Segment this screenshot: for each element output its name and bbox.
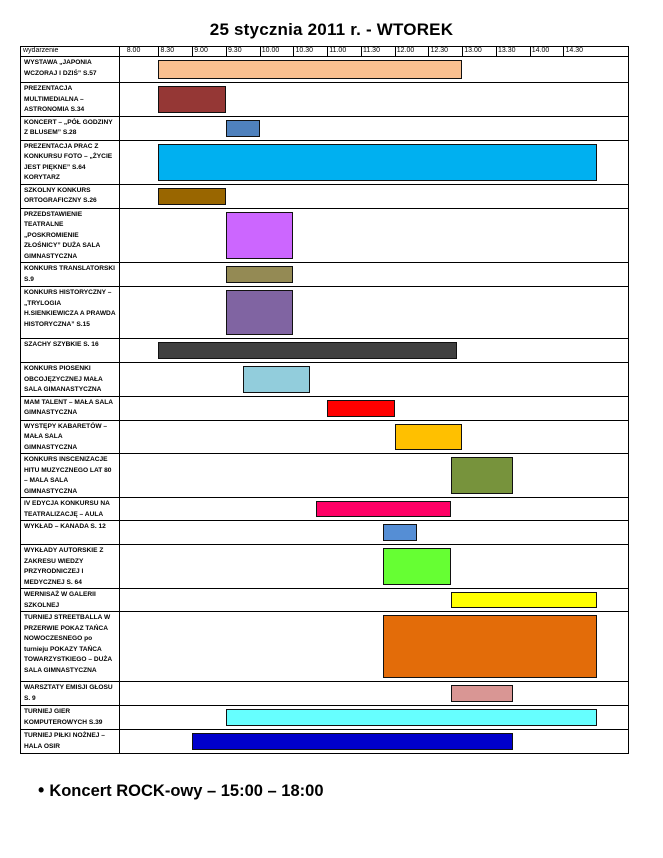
event-time-bar <box>158 188 226 205</box>
event-time-bar <box>451 457 513 494</box>
time-divider <box>496 47 497 56</box>
time-label: 12.00 <box>396 47 415 54</box>
event-row <box>21 454 629 498</box>
footer-note <box>38 780 324 801</box>
event-row <box>21 498 629 521</box>
event-row <box>21 682 629 706</box>
event-timeline <box>120 83 629 117</box>
event-label: PREZENTACJA PRAC Z KONKURSU FOTO – „ŻYCIE JEST PIĘKNE” S.64 KORYTARZ <box>21 140 120 184</box>
event-label: KONKURS TRANSLATORSKI S.9 <box>21 263 120 287</box>
event-timeline <box>120 263 629 287</box>
time-divider <box>293 47 294 56</box>
schedule-table-2 <box>20 453 628 754</box>
time-label: 13.30 <box>497 47 516 54</box>
event-label: KONKURS INSCENIZACJE HITU MUZYCZNEGO LAT 80 – MALA SALA GIMNASTYCZNA <box>21 454 120 498</box>
event-label: TURNIEJ GIER KOMPUTEROWYCH S.39 <box>21 706 120 730</box>
event-timeline <box>120 208 629 263</box>
page-title: 25 stycznia 2011 r. - WTOREK <box>209 20 454 39</box>
time-divider <box>327 47 328 56</box>
time-divider <box>260 47 261 56</box>
time-label: 11.00 <box>329 47 347 54</box>
event-timeline <box>120 612 629 682</box>
event-label: KONKURS HISTORYCZNY – „TRYLOGIA H.SIENKIEWICZA A PRAWDA HISTORYCZNA” S.15 <box>21 287 120 339</box>
footer-text: Koncert ROCK-owy – 15:00 – 18:00 <box>49 782 324 800</box>
event-timeline <box>120 339 629 363</box>
event-row <box>21 140 629 184</box>
event-timeline <box>120 396 629 420</box>
event-time-bar <box>226 120 260 137</box>
event-label: WARSZTATY EMISJI GŁOSU S. 9 <box>21 682 120 706</box>
time-divider <box>192 47 193 56</box>
event-time-bar <box>158 144 597 181</box>
time-divider <box>563 47 564 56</box>
event-row <box>21 396 629 420</box>
time-label: 13.00 <box>464 47 482 54</box>
event-label: KONKURS PIOSENKI OBCOJĘZYCZNEJ MAŁA SALA GIMANASTYCZNA <box>21 363 120 397</box>
time-label: 12.30 <box>430 47 448 54</box>
event-label: WYSTĘPY KABARETÓW – MAŁA SALA GIMNASTYCZNA <box>21 420 120 454</box>
event-row <box>21 612 629 682</box>
event-row <box>21 545 629 589</box>
event-time-bar <box>158 60 462 79</box>
event-row <box>21 521 629 545</box>
time-divider <box>395 47 396 56</box>
time-divider <box>428 47 429 56</box>
time-scale <box>120 47 629 57</box>
event-timeline <box>120 498 629 521</box>
event-timeline <box>120 706 629 730</box>
event-row <box>21 363 629 397</box>
event-label: KONCERT – „PÓŁ GODZINY Z BLUSEM” S.28 <box>21 116 120 140</box>
event-timeline <box>120 730 629 754</box>
event-time-bar <box>243 366 311 393</box>
event-time-bar <box>327 400 395 417</box>
event-label: PRZEDSTAWIENIE TEATRALNE „POSKROMIENIE ZŁOŚNICY” DUŻA SALA GIMNASTYCZNA <box>21 208 120 263</box>
event-timeline <box>120 682 629 706</box>
time-label: 10.30 <box>295 47 313 54</box>
event-time-bar <box>383 524 417 541</box>
event-label: WYKŁADY AUTORSKIE Z ZAKRESU WIEDZY PRZYRODNICZEJ I MEDYCZNEJ S. 64 <box>21 545 120 589</box>
event-label: TURNIEJ PIŁKI NOŻNEJ – HALA OSIR <box>21 730 120 754</box>
event-label: WYKŁAD – KANADA S. 12 <box>21 521 120 545</box>
time-divider <box>462 47 463 56</box>
event-row <box>21 263 629 287</box>
event-time-bar <box>158 86 226 113</box>
event-row <box>21 83 629 117</box>
event-time-bar <box>451 685 513 702</box>
time-label: 10.00 <box>261 47 280 54</box>
event-row <box>21 287 629 339</box>
time-divider <box>530 47 531 56</box>
event-label: SZACHY SZYBKIE S. 16 <box>21 339 120 363</box>
time-label: 14.30 <box>565 47 583 54</box>
event-time-bar <box>316 501 451 517</box>
event-row <box>21 208 629 263</box>
event-time-bar <box>451 592 597 608</box>
event-row <box>21 730 629 754</box>
event-time-bar <box>226 290 294 335</box>
event-timeline <box>120 545 629 589</box>
time-divider <box>361 47 362 56</box>
event-label: TURNIEJ STREETBALLA W PRZERWIE POKAZ TAŃCA NOWOCZESNEGO po turnieju POKAZY TAŃCA TOWARZYSTKIEGO – DUŻA SALA GIMNASTYCZNA <box>21 612 120 682</box>
event-label: IV EDYCJA KONKURSU NA TEATRALIZACJĘ – AULA <box>21 498 120 521</box>
event-timeline <box>120 521 629 545</box>
event-time-bar <box>383 548 451 585</box>
event-time-bar <box>226 709 597 726</box>
time-label: 8.30 <box>160 47 175 54</box>
event-row <box>21 339 629 363</box>
header-event-label: wydarzenie <box>21 47 120 57</box>
event-time-bar <box>395 424 463 451</box>
event-timeline <box>120 116 629 140</box>
time-label: 9.00 <box>194 47 208 54</box>
event-label: MAM TALENT – MAŁA SALA GIMNASTYCZNA <box>21 396 120 420</box>
event-time-bar <box>192 733 513 750</box>
time-divider <box>226 47 227 56</box>
time-label: 14.00 <box>531 47 550 54</box>
event-timeline <box>120 57 629 83</box>
event-timeline <box>120 363 629 397</box>
event-row <box>21 184 629 208</box>
event-timeline <box>120 184 629 208</box>
event-label: WERNISAŻ W GALERII SZKOLNEJ <box>21 589 120 612</box>
event-row <box>21 116 629 140</box>
event-label: SZKOLNY KONKURS ORTOGRAFICZNY S.26 <box>21 184 120 208</box>
time-label: 11.30 <box>362 47 380 54</box>
event-label: PREZENTACJA MULTIMEDIALNA – ASTRONOMIA S.34 <box>21 83 120 117</box>
schedule-table-1 <box>20 46 628 454</box>
event-row <box>21 706 629 730</box>
event-time-bar <box>226 266 294 283</box>
event-timeline <box>120 140 629 184</box>
event-time-bar <box>383 615 597 678</box>
event-timeline <box>120 420 629 454</box>
event-timeline <box>120 589 629 612</box>
event-time-bar <box>158 342 456 359</box>
event-timeline <box>120 287 629 339</box>
event-row <box>21 589 629 612</box>
table-header-row <box>21 47 629 57</box>
bullet-icon: • <box>38 780 45 800</box>
event-row <box>21 420 629 454</box>
event-time-bar <box>226 212 294 260</box>
time-label: 8.00 <box>126 47 141 54</box>
time-divider <box>158 47 159 56</box>
event-label: WYSTAWA „JAPONIA WCZORAJ I DZIŚ” S.57 <box>21 57 120 83</box>
time-label: 9.30 <box>227 47 242 54</box>
event-row <box>21 57 629 83</box>
event-timeline <box>120 454 629 498</box>
